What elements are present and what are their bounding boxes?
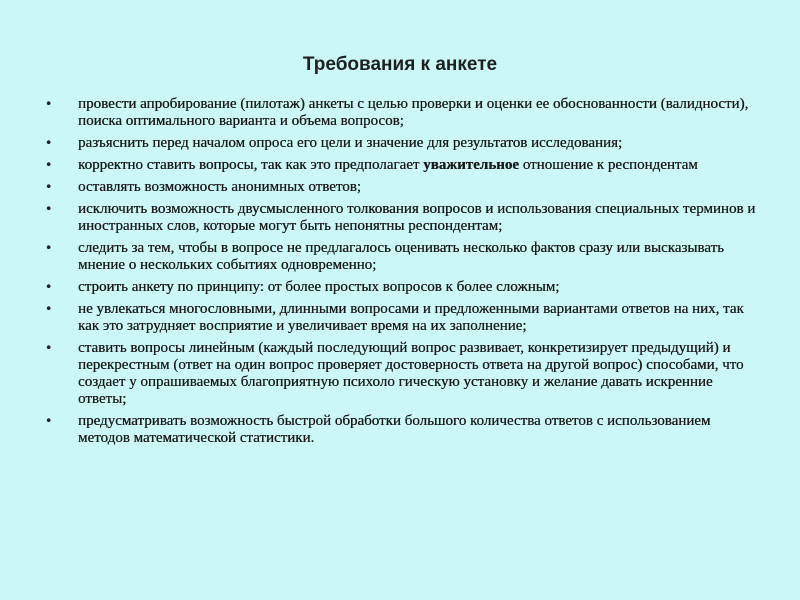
list-item-text: исключить возможность двусмысленного толкования вопросов и использования специальных терминов и иностранных слов, которые могут быть непонятны респондентам; xyxy=(78,201,756,234)
list-item-text: предусматривать возможность быстрой обработки большого количества ответов с использованием методов математической статистики. xyxy=(78,413,711,446)
list-item-text: следить за тем, чтобы в вопросе не предлагалось оценивать несколько фактов сразу или высказывать мнение о нескольких событиях одновременно; xyxy=(78,240,724,273)
bullet-icon: • xyxy=(45,280,53,294)
list-item-text: разъяснить перед началом опроса его цели и значение для результатов исследования; xyxy=(78,135,623,151)
bullet-icon: • xyxy=(45,97,53,111)
list-item-text: ставить вопросы линейным (каждый последующий вопрос развивает, конкретизирует предыдущий) и перекрестным (ответ на один вопрос проверяет достоверность ответа на другой вопрос) способами, что создает у опрашиваемых благоприятную психоло гическую установку и желание давать искренние ответы; xyxy=(78,340,744,407)
bullet-icon: • xyxy=(45,136,53,150)
list-item xyxy=(40,240,760,274)
slide-title: Требования к анкете xyxy=(302,54,498,75)
list-item-text-before: корректно ставить вопросы, так как это предполагает xyxy=(78,157,424,173)
bullet-icon: • xyxy=(45,158,53,172)
list-item xyxy=(40,201,760,235)
bullet-icon: • xyxy=(45,241,53,255)
bullet-icon: • xyxy=(45,414,53,428)
requirements-list xyxy=(40,96,760,452)
list-item-text: строить анкету по принципу: от более простых вопросов к более сложным; xyxy=(78,279,560,295)
emphasis-text: уважительное xyxy=(423,157,519,173)
bullet-icon: • xyxy=(45,202,53,216)
list-item xyxy=(40,179,760,196)
list-item xyxy=(40,157,760,174)
list-item-text: провести апробирование (пилотаж) анкеты с целью проверки и оценки ее обоснованности (валидности), поиска оптимального варианта и объема вопросов; xyxy=(78,96,749,129)
list-item-text-after: отношение к респондентам xyxy=(518,157,698,173)
list-item xyxy=(40,279,760,296)
bullet-icon: • xyxy=(45,302,53,316)
bullet-icon: • xyxy=(45,341,53,355)
list-item xyxy=(40,301,760,335)
bullet-icon: • xyxy=(45,180,53,194)
list-item xyxy=(40,135,760,152)
list-item-text: не увлекаться многословными, длинными вопросами и предложенными вариантами ответов на них, так как это затрудняет восприятие и увеличивает время на их заполнение; xyxy=(78,301,744,334)
list-item-text: оставлять возможность анонимных ответов; xyxy=(78,179,361,195)
list-item xyxy=(40,413,760,447)
list-item xyxy=(40,340,760,408)
list-item xyxy=(40,96,760,130)
